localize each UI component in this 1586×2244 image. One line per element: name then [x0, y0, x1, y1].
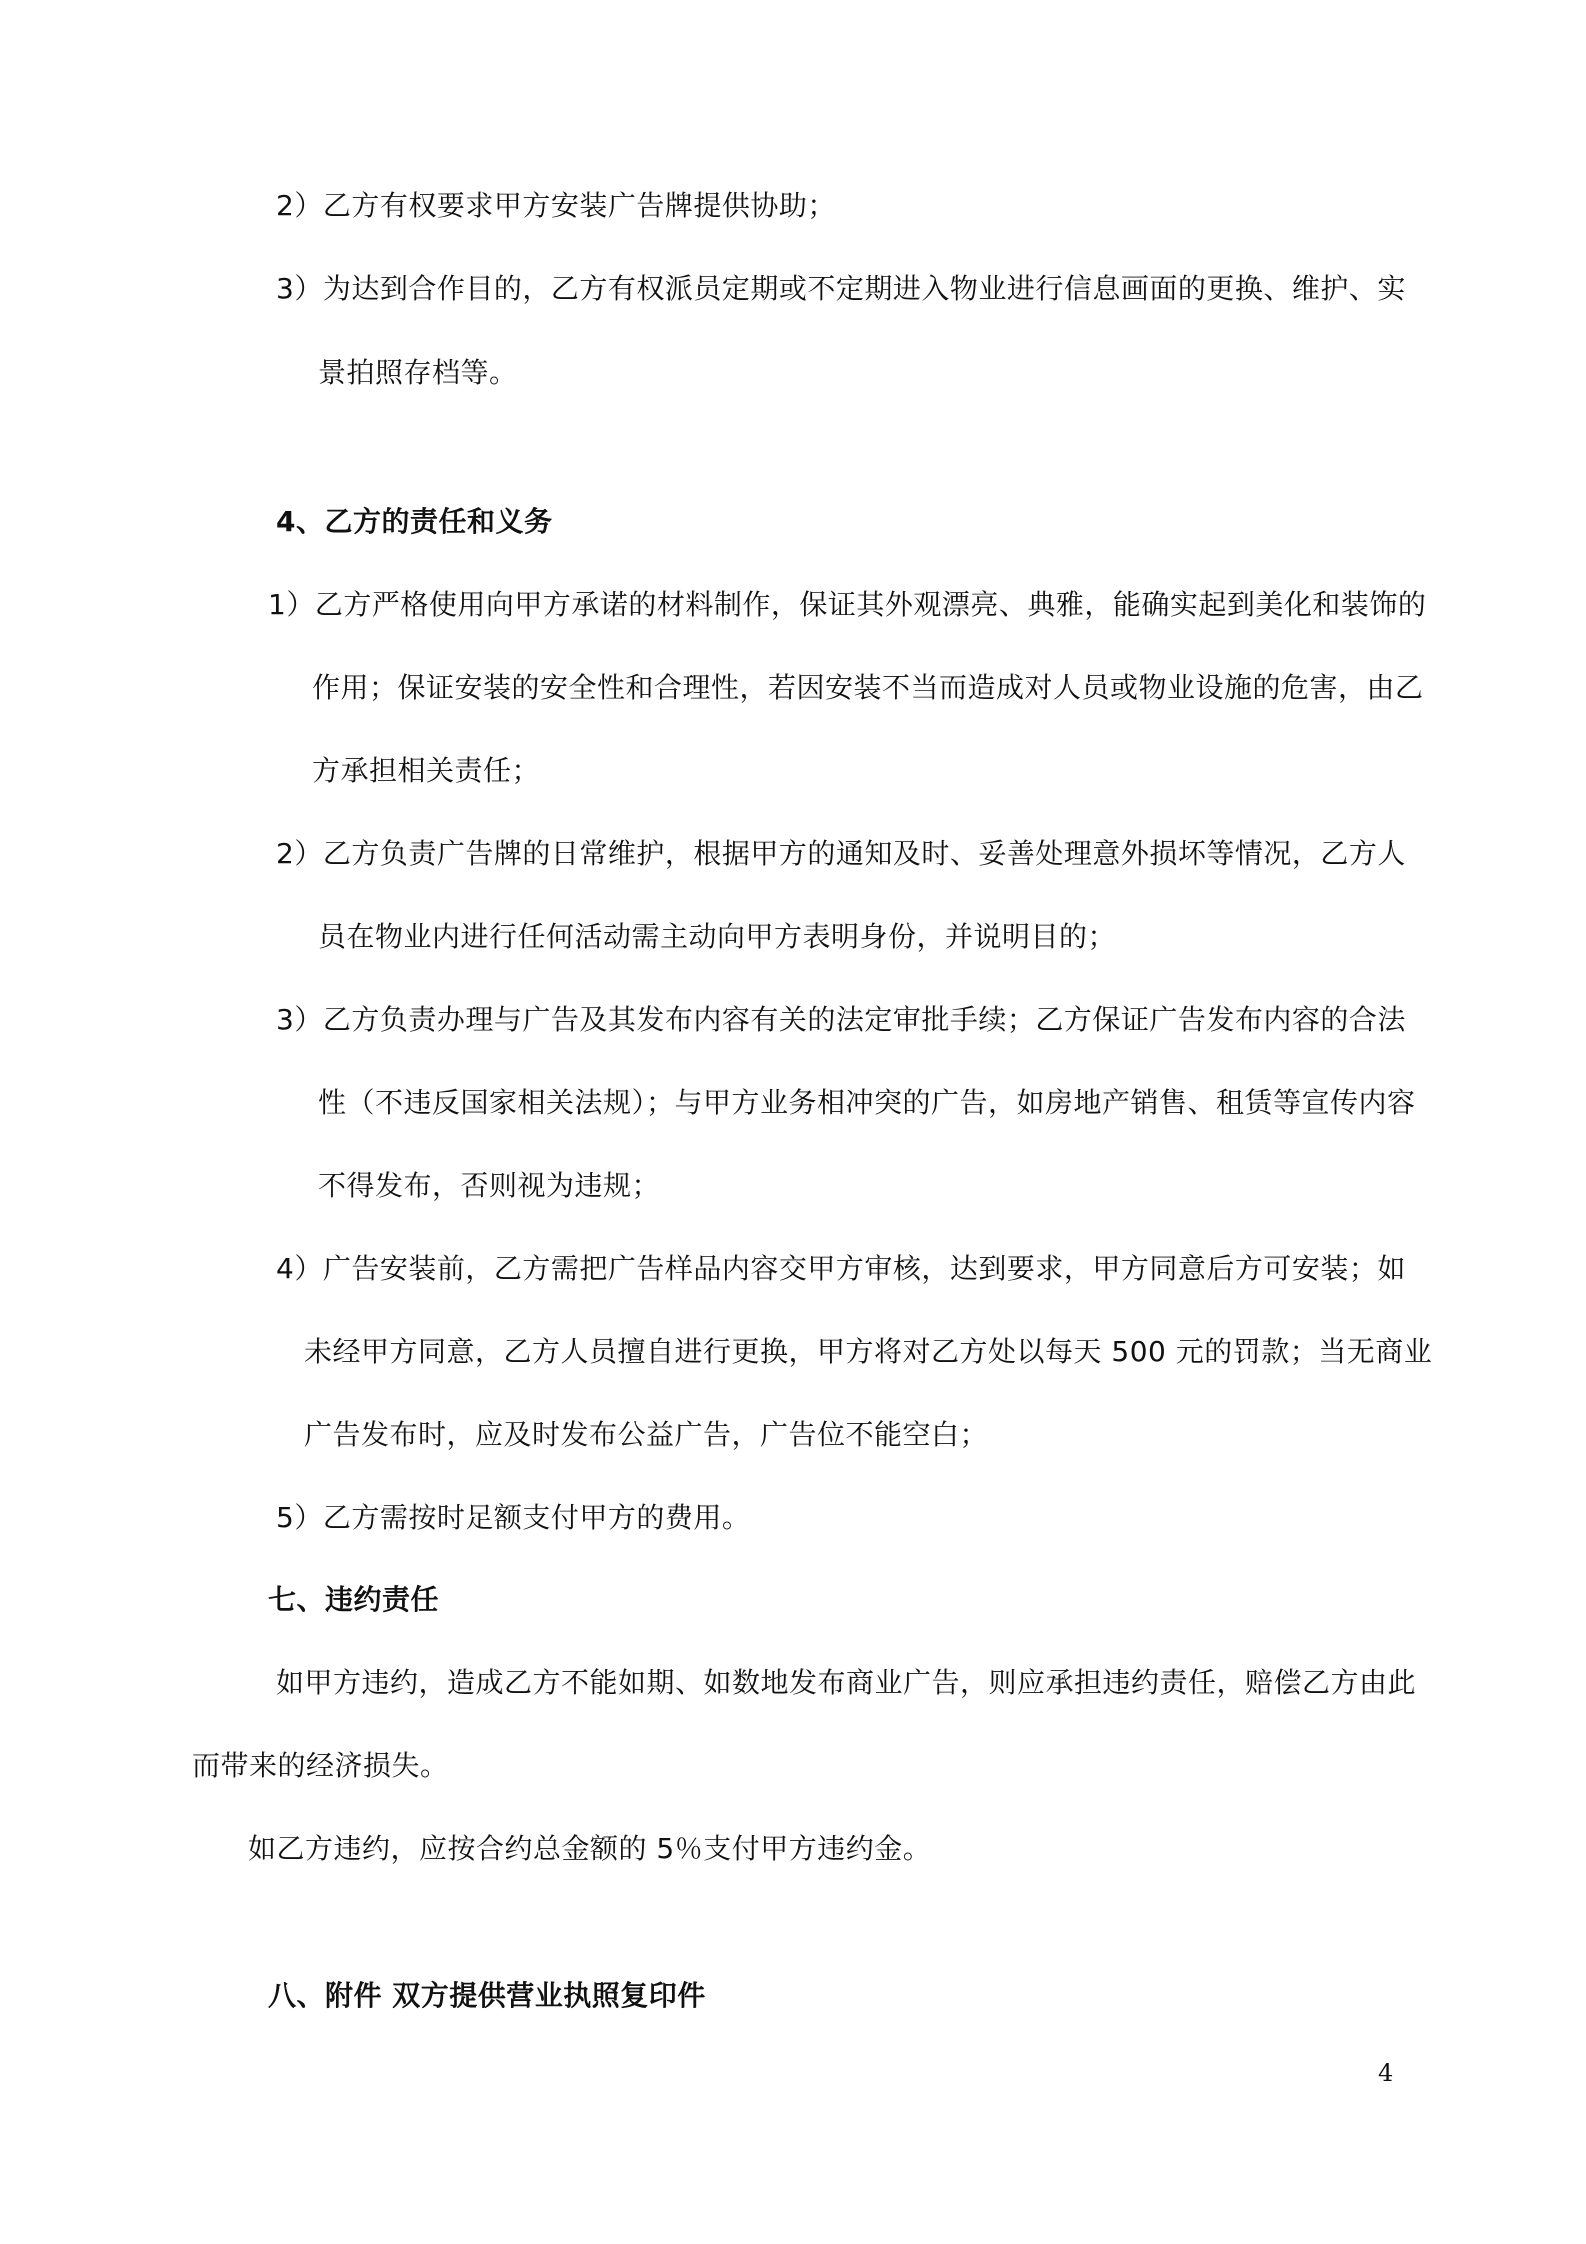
duty-4-review: 4）广告安装前，乙方需把广告样品内容交甲方审核，达到要求，甲方同意后方可安装；如	[276, 1252, 1406, 1285]
clause-3-right-entry: 3）为达到合作目的，乙方有权派员定期或不定期进入物业进行信息画面的更换、维护、实	[276, 272, 1406, 305]
section-heading-attachments: 八、附件 双方提供营业执照复印件	[268, 1979, 706, 2012]
duty-3-approval-cont: 性（不违反国家相关法规）；与甲方业务相冲突的广告，如房地产销售、租赁等宣传内容	[318, 1086, 1416, 1119]
breach-party-a: 如甲方违约，造成乙方不能如期、如数地发布商业广告，则应承担违约责任，赔偿乙方由此	[276, 1666, 1417, 1699]
duty-2-maintenance-cont: 员在物业内进行任何活动需主动向甲方表明身份，并说明目的；	[318, 920, 1117, 953]
duty-1-materials-cont: 作用；保证安装的安全性和合理性，若因安装不当而造成对人员或物业设施的危害，由乙	[312, 671, 1424, 704]
duty-4-review-cont: 未经甲方同意，乙方人员擅自进行更换，甲方将对乙方处以每天 500 元的罚款；当无商业	[304, 1335, 1433, 1368]
breach-party-b: 如乙方违约，应按合约总金额的 5％支付甲方违约金。	[248, 1832, 932, 1865]
section-heading-party-b-duties: 4、乙方的责任和义务	[276, 505, 553, 538]
duty-2-maintenance: 2）乙方负责广告牌的日常维护，根据甲方的通知及时、妥善处理意外损坏等情况，乙方人	[276, 837, 1406, 870]
section-heading-breach: 七、违约责任	[268, 1583, 440, 1616]
duty-4-review-cont-2: 广告发布时，应及时发布公益广告，广告位不能空白；	[304, 1418, 989, 1451]
page-number: 4	[1378, 2059, 1394, 2087]
clause-3-right-entry-cont: 景拍照存档等。	[318, 356, 518, 389]
duty-1-materials: 1）乙方严格使用向甲方承诺的材料制作，保证其外观漂亮、典雅，能确实起到美化和装饰的	[268, 588, 1427, 621]
clause-2-right-assistance: 2）乙方有权要求甲方安装广告牌提供协助；	[276, 189, 836, 222]
duty-1-materials-cont-2: 方承担相关责任；	[312, 754, 541, 787]
duty-3-approval-cont-2: 不得发布，否则视为违规；	[318, 1169, 661, 1202]
duty-5-payment: 5）乙方需按时足额支付甲方的费用。	[276, 1501, 751, 1534]
duty-3-approval: 3）乙方负责办理与广告及其发布内容有关的法定审批手续；乙方保证广告发布内容的合法	[276, 1003, 1406, 1036]
breach-party-a-cont: 而带来的经济损失。	[192, 1749, 449, 1782]
